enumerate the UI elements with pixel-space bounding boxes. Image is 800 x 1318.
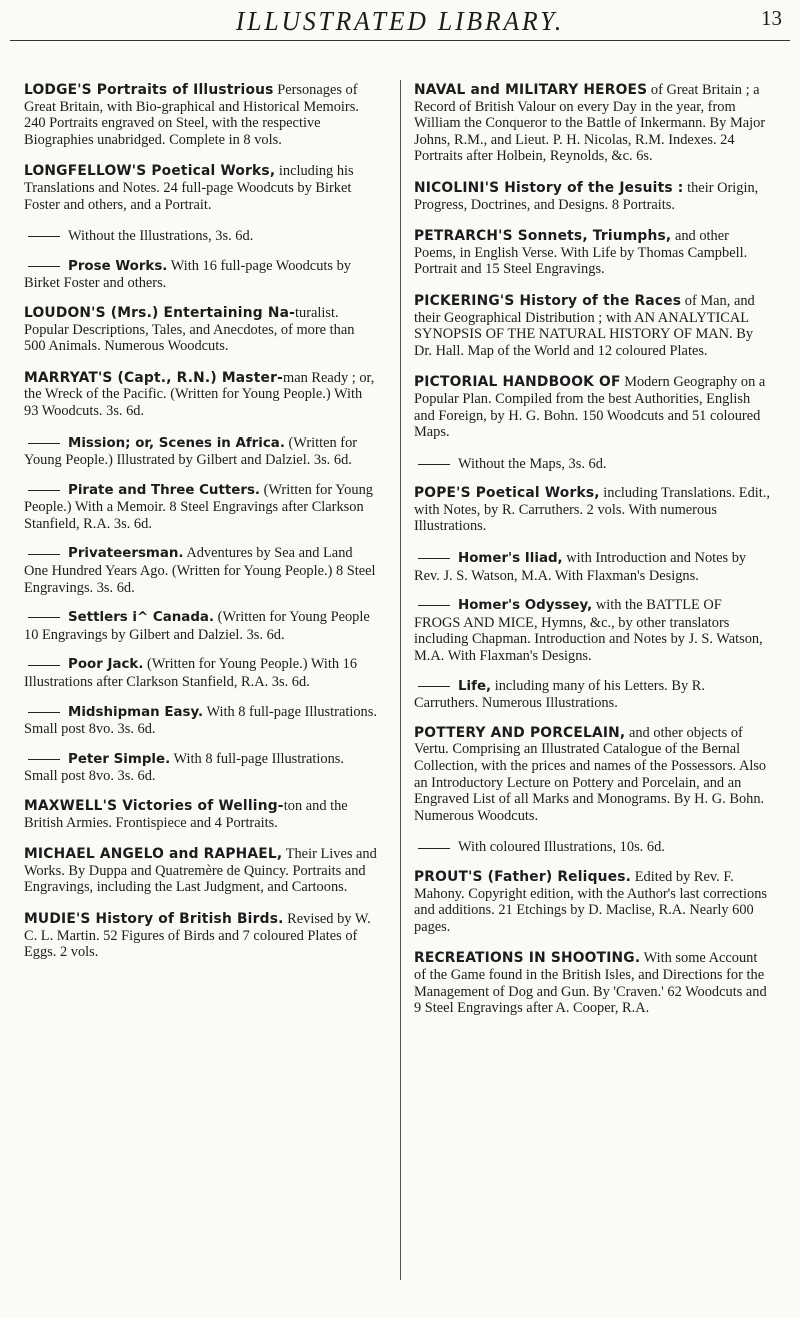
entry-heading: LODGE'S Portraits of Illustrious	[24, 82, 274, 98]
entry-body: including Translations. Edit., with Notes, by R. Carruthers. 2 vols. With numerous Illustrations.	[414, 485, 770, 535]
catalogue-entry	[24, 305, 379, 355]
catalogue-sub-entry	[24, 482, 379, 533]
entry-heading: LOUDON'S (Mrs.) Entertaining Na-	[24, 304, 295, 321]
entry-body: With 8 full-page Illustrations. Small post 8vo. 3s. 6d.	[24, 703, 377, 738]
entry-body: With some Account of the Game found in the British Isles, and Directions for the Management of Dog and Gun. By 'Craven.' 62 Woodcuts and 9 Steel Engravings after A. Cooper, R.A.	[414, 950, 767, 1017]
entry-body: their Origin, Progress, Doctrines, and Designs. 8 Portraits.	[414, 179, 759, 213]
catalogue-sub-entry	[414, 678, 770, 712]
column-divider	[400, 80, 401, 1280]
entry-heading: Peter Simple.	[68, 751, 171, 767]
entry-body: Their Lives and Works. By Duppa and Quatremère de Quincy. Portraits and Engravings, including the Last Judgment, and Cartoons.	[24, 846, 377, 896]
entry-heading: PICTORIAL HANDBOOK OF	[414, 374, 621, 391]
entry-body: Revised by W. C. L. Martin. 52 Figures of Birds and 7 coloured Plates of Eggs. 2 vols.	[24, 910, 371, 961]
catalogue-sub-entry	[24, 545, 379, 596]
entry-heading: Homer's Iliad,	[458, 551, 563, 567]
catalogue-entry	[414, 180, 770, 213]
entry-heading: Privateersman.	[68, 546, 184, 562]
page-number: 13	[761, 6, 782, 30]
entry-body: Edited by Rev. F. Mahony. Copyright edition, with the Author's last corrections and additions. 21 Etchings by D. Maclise, R.A. Nearly 600 pages.	[414, 868, 767, 935]
entry-body: including his Translations and Notes. 24 full-page Woodcuts by Birket Foster and others, and a Portrait.	[24, 163, 354, 213]
catalogue-sub-entry	[24, 751, 379, 785]
entry-heading: MARRYAT'S (Capt., R.N.) Master-	[24, 369, 284, 386]
entry-body: With 8 full-page Illustrations. Small post 8vo. 3s. 6d.	[24, 750, 344, 785]
header-rule	[10, 40, 790, 41]
entry-heading: POPE'S Poetical Works,	[414, 485, 600, 502]
entry-body: including many of his Letters. By R. Carruthers. Numerous Illustrations.	[414, 677, 705, 712]
entry-body: Without the Illustrations, 3s. 6d.	[68, 228, 254, 245]
entry-heading: MUDIE'S History of British Birds.	[24, 910, 284, 927]
ditto-dash	[418, 605, 450, 606]
catalogue-entry	[24, 798, 379, 831]
entry-heading: Poor Jack.	[68, 657, 144, 673]
catalogue-entry	[414, 82, 770, 165]
ditto-dash	[418, 464, 450, 465]
entry-body: Personages of Great Britain, with Bio-graphical and Historical Memoirs. 240 Portraits engraved on Steel, with the respective Biographies unabridged. Complete in 8 vols.	[24, 82, 359, 148]
entry-heading: MAXWELL'S Victories of Welling-	[24, 798, 284, 814]
entry-body: with the BATTLE OF FROGS AND MICE, Hymns, &c., by other translators including Chapman. Introduction and Notes by J. S. Watson, M.A. With Flaxman's Designs.	[414, 597, 763, 665]
catalogue-entry	[414, 293, 770, 359]
catalogue-entry	[414, 228, 770, 278]
catalogue-sub-entry	[24, 228, 379, 245]
right-column	[414, 82, 770, 1032]
ditto-dash	[28, 665, 60, 666]
entry-body: (Written for Young People.) Illustrated by Gilbert and Dalziel. 3s. 6d.	[24, 434, 358, 469]
entry-heading: PROUT'S (Father) Reliques.	[414, 868, 632, 885]
ditto-dash	[28, 266, 60, 267]
catalogue-entry	[24, 163, 379, 213]
catalogue-entry	[24, 82, 379, 148]
catalogue-entry	[24, 370, 379, 420]
entry-heading: POTTERY AND PORCELAIN,	[414, 724, 626, 741]
ditto-dash	[28, 554, 60, 555]
entry-heading: NAVAL and MILITARY HEROES	[414, 82, 648, 98]
ditto-dash	[418, 686, 450, 687]
entry-heading: PETRARCH'S Sonnets, Triumphs,	[414, 228, 672, 245]
entry-heading: Settlers i^ Canada.	[68, 610, 215, 626]
entry-body: Modern Geography on a Popular Plan. Compiled from the best Authorities, English and Foreign, by H. G. Bohn. 150 Woodcuts and 51 coloured Maps.	[414, 374, 766, 441]
running-head: ILLUSTRATED LIBRARY.	[235, 6, 565, 36]
entry-heading: Prose Works.	[68, 258, 168, 274]
entry-heading: Mission; or, Scenes in Africa.	[68, 435, 285, 451]
entry-heading: MICHAEL ANGELO and RAPHAEL,	[24, 846, 283, 863]
catalogue-sub-entry	[24, 656, 379, 690]
entry-heading: RECREATIONS IN SHOOTING.	[414, 950, 641, 967]
entry-heading: NICOLINI'S History of the Jesuits :	[414, 179, 684, 196]
catalogue-entry	[414, 374, 770, 440]
entry-heading: Pirate and Three Cutters.	[68, 482, 261, 498]
entry-body: of Great Britain ; a Record of British Valour on every Day in the year, from William the Conqueror to the Battle of Inkermann. By Major Johns, R.M., and Lieut. P. H. Nicolas, R.M. Indexes. 24 Portraits after Holbein, Reynolds, &c. 6s.	[414, 82, 766, 165]
entry-body: (Written for Young People.) With 16 Illustrations after Clarkson Stanfield, R.A. 3s. 6d.	[24, 656, 358, 691]
catalogue-entry	[414, 869, 770, 935]
catalogue-sub-entry	[24, 704, 379, 738]
entry-body: man Ready ; or, the Wreck of the Pacific. (Written for Young People.) With 93 Woodcuts. 3s. 6d.	[24, 369, 375, 419]
catalogue-sub-entry	[24, 258, 379, 292]
catalogue-entry	[24, 911, 379, 961]
entry-body: Adventures by Sea and Land One Hundred Years Ago. (Written for Young People.) 8 Steel Engravings. 3s. 6d.	[24, 545, 376, 596]
entry-heading: Homer's Odyssey,	[458, 598, 593, 614]
left-column	[24, 82, 379, 976]
page-header	[0, 0, 800, 72]
entry-body: and other Poems, in English Verse. With Life by Thomas Campbell. Portrait and 15 Steel Engravings.	[414, 228, 748, 278]
ditto-dash	[28, 443, 60, 444]
entry-heading: Life,	[458, 678, 492, 694]
ditto-dash	[28, 236, 60, 237]
entry-body: of Man, and their Geographical Distribution ; with AN ANALYTICAL SYNOPSIS OF THE NATURAL HISTORY OF MAN. By Dr. Hall. Map of the World and 12 coloured Plates.	[414, 292, 755, 359]
entry-body: with Introduction and Notes by Rev. J. S. Watson, M.A. With Flaxman's Designs.	[414, 550, 747, 584]
entry-body: ton and the British Armies. Frontispiece and 4 Portraits.	[24, 798, 348, 831]
catalogue-sub-entry	[414, 456, 770, 473]
catalogue-entry	[414, 725, 770, 825]
entry-body: (Written for Young People.) With a Memoir. 8 Steel Engravings after Clarkson Stanfield, R.A. 3s. 6d.	[24, 481, 373, 532]
entry-body: (Written for Young People 10 Engravings by Gilbert and Dalziel. 3s. 6d.	[24, 609, 370, 643]
ditto-dash	[28, 490, 60, 491]
catalogue-sub-entry	[414, 597, 770, 664]
ditto-dash	[28, 759, 60, 760]
entry-heading: LONGFELLOW'S Poetical Works,	[24, 163, 276, 180]
entry-heading: PICKERING'S History of the Races	[414, 292, 682, 309]
entry-body: and other objects of Vertu. Comprising an Illustrated Catalogue of the Bernal Collection, with the prices and names of the Possessors. Also an Introductory Lecture on Pottery and Porcelain, and an Engraved List of all Marks and Monograms. By H. G. Bohn. Numerous Woodcuts.	[414, 724, 767, 824]
catalogue-entry	[24, 846, 379, 896]
entry-body: turalist. Popular Descriptions, Tales, and Anecdotes, of more than 500 Animals. Numerous Woodcuts.	[24, 304, 355, 355]
catalogue-entry	[414, 485, 770, 535]
entry-body: Without the Maps, 3s. 6d.	[458, 455, 607, 472]
catalogue-sub-entry	[414, 839, 770, 856]
entry-body: With 16 full-page Woodcuts by Birket Foster and others.	[24, 257, 351, 292]
catalogue-entry	[414, 950, 770, 1016]
catalogue-sub-entry	[414, 550, 770, 584]
ditto-dash	[28, 617, 60, 618]
ditto-dash	[28, 712, 60, 713]
entry-heading: Midshipman Easy.	[68, 704, 204, 720]
catalogue-sub-entry	[24, 435, 379, 469]
ditto-dash	[418, 558, 450, 559]
ditto-dash	[418, 848, 450, 849]
entry-body: With coloured Illustrations, 10s. 6d.	[458, 839, 665, 856]
catalogue-sub-entry	[24, 609, 379, 643]
